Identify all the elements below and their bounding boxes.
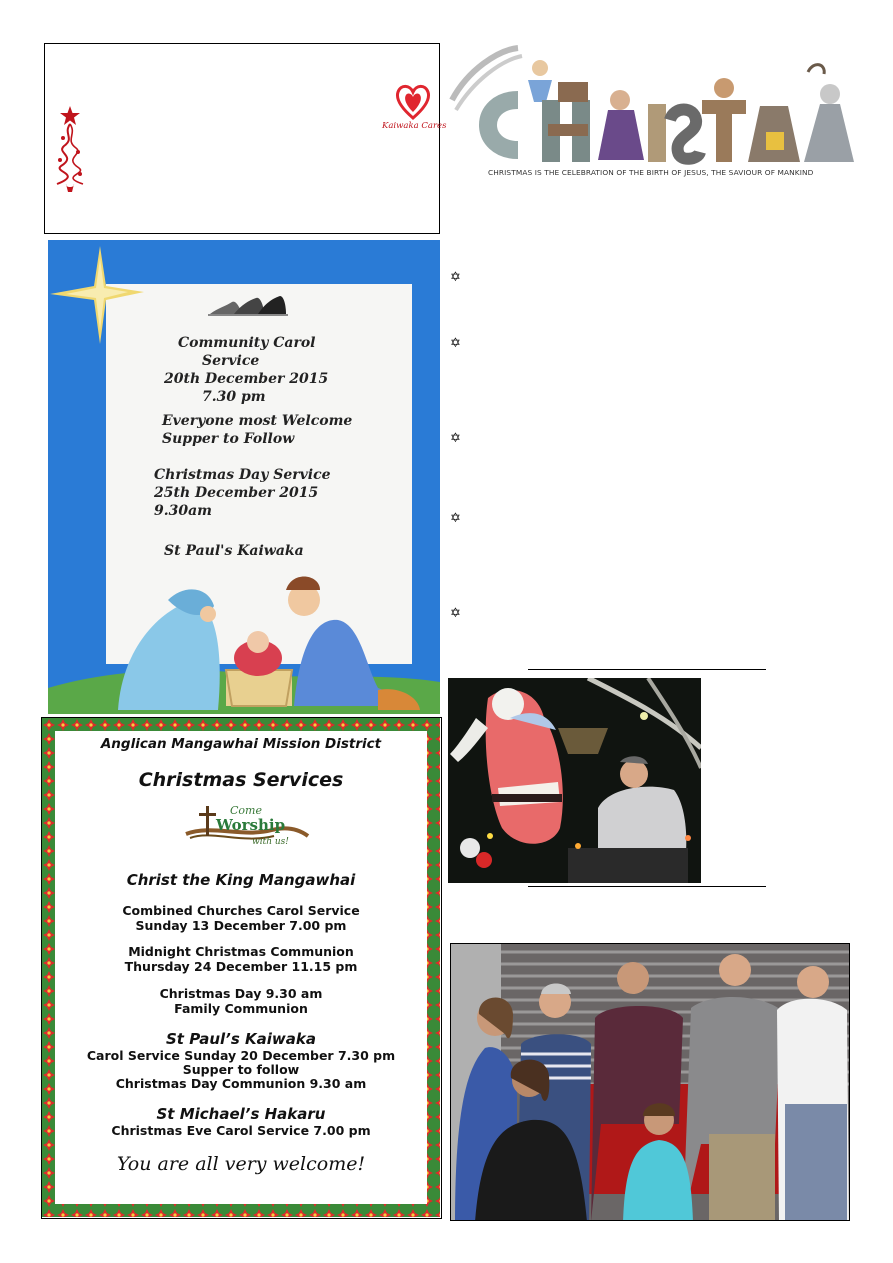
poster-line: 25th December 2015 [154,485,319,501]
service-line: Supper to follow [182,1062,300,1077]
poster-line: Everyone most Welcome [162,413,353,429]
wise-men-camels-icon [208,290,288,318]
service-line: Midnight Christmas Communion [128,944,354,959]
banner-tagline: CHRISTMAS IS THE CELEBRATION OF THE BIRTH OF JESUS, THE SAVIOUR OF MANKIND [488,168,814,177]
logo-line-1: Come [230,804,262,817]
nativity-letters-illustration [448,40,858,170]
logo-line-3: with us! [252,837,289,847]
church-name: St Paul’s Kaiwaka [166,1030,316,1048]
church-name: Christ the King Mangawhai [126,871,356,889]
poster-line: Supper to Follow [162,431,295,447]
divider-line [528,669,766,670]
service-line: Christmas Eve Carol Service 7.00 pm [111,1123,371,1138]
star-bullet-icon: ✡ [450,510,461,525]
star-bullet-icon: ✡ [450,335,461,350]
star-bullet-icon: ✡ [450,430,461,445]
kaiwaka-cares-label: Kaiwaka Cares [382,121,447,131]
service-line: Sunday 13 December 7.00 pm [135,918,347,933]
carol-service-poster [48,240,440,714]
group-photo [450,943,850,1221]
district-heading: Anglican Mangawhai Mission District [100,736,382,752]
poster-line: Service [202,353,260,369]
service-line: Family Communion [174,1001,308,1016]
poster-line: Christmas Day Service [154,467,331,483]
poster-line: 20th December 2015 [164,371,329,387]
heart-icon [395,82,431,122]
service-line: Christmas Day 9.30 am [159,986,323,1001]
star-bullet-icon: ✡ [450,605,461,620]
poster-line: St Paul's Kaiwaka [164,543,304,559]
poster-line: Community Carol [178,335,316,351]
divider-line [528,886,766,887]
logo-line-2: Worship [216,816,286,834]
poster-line: 7.30 pm [202,389,266,405]
star-bullet-icon: ✡ [450,269,461,284]
come-worship-logo-icon [182,800,312,848]
christmas-services-poster [41,717,442,1219]
service-line: Combined Churches Carol Service [122,903,360,918]
services-title: Christmas Services [138,769,344,791]
poster-line: 9.30am [154,503,212,519]
service-line: Thursday 24 December 11.15 pm [124,959,358,974]
service-line: Carol Service Sunday 20 December 7.30 pm [86,1048,396,1063]
photo-illustration [451,944,850,1221]
christmas-tree-icon [49,104,91,192]
christmas-banner [448,40,858,182]
service-line: Christmas Day Communion 9.30 am [115,1076,367,1091]
closing-message: You are all very welcome! [116,1153,366,1175]
santa-decorations-photo [448,678,701,883]
star-of-bethlehem-icon [48,240,148,350]
church-name: St Michael’s Hakaru [156,1105,326,1123]
kaiwaka-cares-box [44,43,447,234]
nativity-scene-illustration [48,570,440,714]
photo-illustration [448,678,701,883]
